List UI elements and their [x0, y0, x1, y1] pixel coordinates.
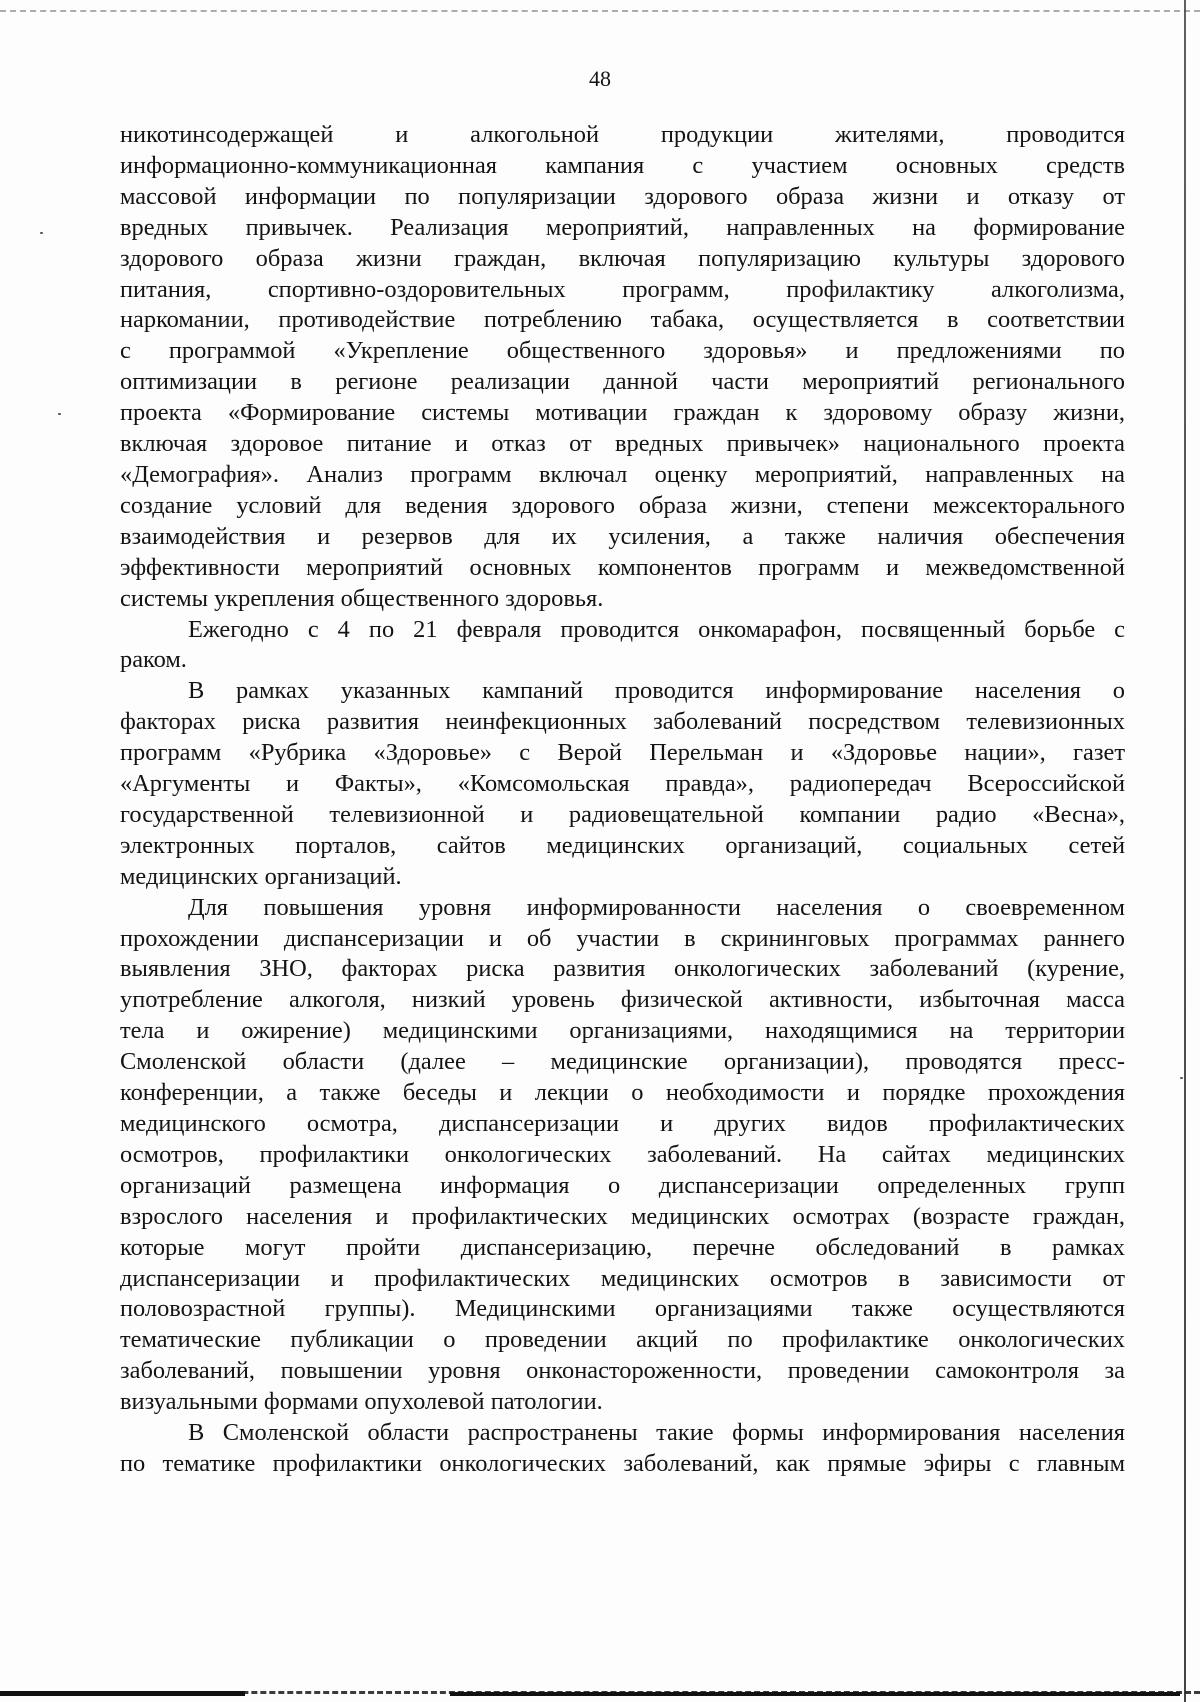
text-line: «Аргументы и Факты», «Комсомольская правда», радиопередач Всероссийской	[120, 770, 1125, 798]
text-line: медицинских организаций.	[120, 862, 402, 890]
text-line: диспансеризации и профилактических медицинских осмотров в зависимости от	[120, 1264, 1125, 1292]
text-line: взрослого населения и профилактических медицинских осмотрах (возрасте граждан,	[120, 1202, 1125, 1230]
scan-speck	[40, 232, 43, 234]
text-line: тематические публикации о проведении акций по профилактике онкологических	[120, 1326, 1125, 1354]
text-line: осмотров, профилактики онкологических заболеваний. На сайтах медицинских	[120, 1140, 1125, 1168]
scan-edge-bottom-mark	[0, 1691, 245, 1696]
text-line: раком.	[120, 646, 187, 674]
text-line: взаимодействия и резервов для их усиления, а также наличия обеспечения	[120, 522, 1125, 550]
paragraph	[120, 676, 1125, 892]
text-line: заболеваний, повышении уровня онконастороженности, проведении самоконтроля за	[120, 1357, 1125, 1385]
text-line: Ежегодно с 4 по 21 февраля проводится онкомарафон, посвященный борьбе с	[188, 615, 1125, 643]
text-line: питания, спортивно-оздоровительных программ, профилактику алкоголизма,	[120, 275, 1125, 303]
text-line: государственной телевизионной и радиовещательной компании радио «Весна»,	[120, 800, 1125, 828]
paragraph	[120, 1418, 1125, 1480]
text-line: системы укрепления общественного здоровья.	[120, 584, 604, 612]
paragraph	[120, 893, 1125, 1418]
text-line: В Смоленской области распространены такие формы информирования населения	[188, 1419, 1125, 1447]
text-line: с программой «Укрепление общественного здоровья» и предложениями по	[120, 337, 1125, 365]
text-line: создание условий для ведения здорового образа жизни, степени межсекторального	[120, 491, 1125, 519]
text-line: медицинского осмотра, диспансеризации и других видов профилактических	[120, 1110, 1125, 1137]
text-line: вредных привычек. Реализация мероприятий, направленных на формирование	[120, 213, 1125, 241]
page-number: 48	[589, 66, 611, 91]
text-line: электронных порталов, сайтов медицинских организаций, социальных сетей	[120, 831, 1125, 859]
text-line: проекта «Формирование системы мотивации граждан к здоровому образу жизни,	[120, 399, 1125, 427]
text-line: Смоленской области (далее – медицинские организации), проводятся пресс-	[120, 1048, 1125, 1076]
text-line: Для повышения уровня информированности населения о своевременном	[188, 893, 1125, 921]
text-line: тела и ожирение) медицинскими организациями, находящимися на территории	[120, 1017, 1125, 1045]
scan-speck	[58, 413, 61, 415]
text-line: эффективности мероприятий основных компонентов программ и межведомственной	[120, 553, 1125, 581]
text-line: никотинсодержащей и алкогольной продукции жителями, проводится	[120, 121, 1125, 148]
text-line: информационно-коммуникационная кампания с участием основных средств	[120, 151, 1125, 179]
scan-edge-bottom-mark	[450, 1692, 1180, 1696]
text-line: организаций размещена информация о диспансеризации определенных групп	[120, 1171, 1125, 1199]
text-line: которые могут пройти диспансеризацию, перечне обследований в рамках	[120, 1233, 1125, 1261]
text-line: выявления ЗНО, факторах риска развития онкологических заболеваний (курение,	[120, 955, 1125, 983]
text-line: наркомании, противодействие потреблению табака, осуществляется в соответствии	[120, 306, 1125, 334]
text-line: «Демография». Анализ программ включал оценку мероприятий, направленных на	[120, 460, 1125, 488]
scan-edge-top	[0, 10, 1200, 12]
text-line: конференции, а также беседы и лекции о необходимости и порядке прохождения	[120, 1079, 1125, 1107]
paragraph	[120, 615, 1125, 677]
text-line: визуальными формами опухолевой патологии.	[120, 1388, 603, 1416]
scan-speck	[1180, 1077, 1183, 1079]
paragraph	[120, 120, 1125, 615]
text-line: факторах риска развития неинфекционных заболеваний посредством телевизионных	[120, 708, 1125, 736]
document-body	[120, 120, 1125, 1480]
scan-edge-right	[1184, 0, 1186, 1702]
text-line: оптимизации в регионе реализации данной части мероприятий регионального	[120, 368, 1125, 396]
text-line: половозрастной группы). Медицинскими организациями также осуществляются	[120, 1295, 1125, 1323]
text-line: массовой информации по популяризации здорового образа жизни и отказу от	[120, 182, 1125, 210]
text-line: прохождении диспансеризации и об участии в скрининговых программах раннего	[120, 924, 1125, 952]
text-line: здорового образа жизни граждан, включая популяризацию культуры здорового	[120, 244, 1125, 272]
text-line: употребление алкоголя, низкий уровень физической активности, избыточная масса	[120, 986, 1125, 1014]
text-line: по тематике профилактики онкологических заболеваний, как прямые эфиры с главным	[120, 1449, 1125, 1477]
text-line: включая здоровое питание и отказ от вредных привычек» национального проекта	[120, 430, 1125, 458]
text-line: В рамках указанных кампаний проводится информирование населения о	[188, 677, 1125, 705]
text-line: программ «Рубрика «Здоровье» с Верой Перельман и «Здоровье нации», газет	[120, 739, 1125, 767]
